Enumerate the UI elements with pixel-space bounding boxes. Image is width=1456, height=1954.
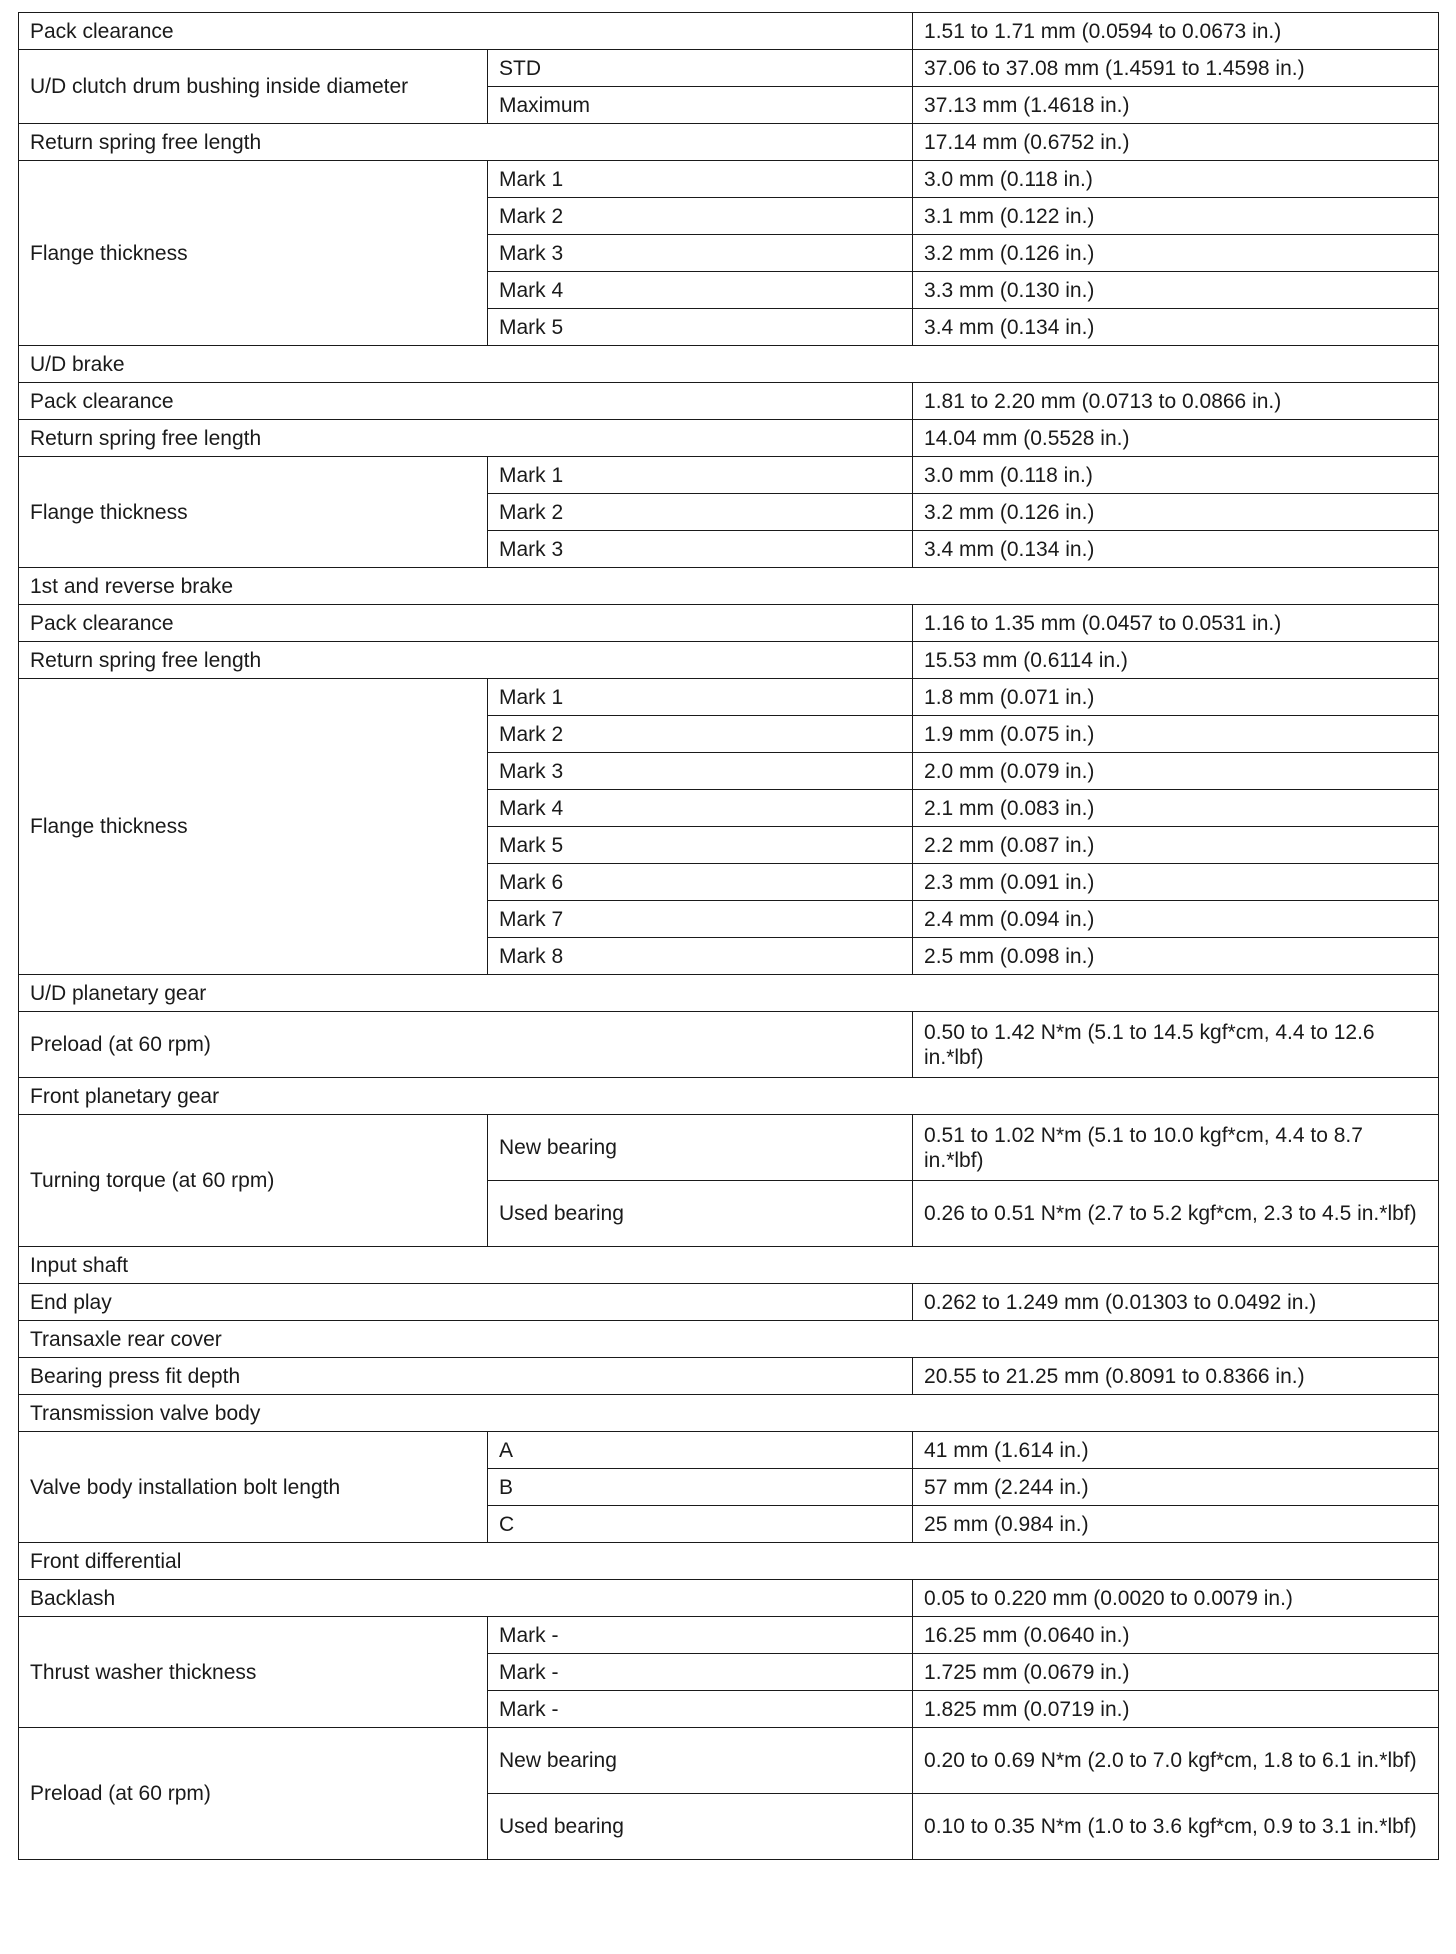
spec-group-label: Thrust washer thickness [19,1617,488,1728]
spec-value: 25 mm (0.984 in.) [913,1506,1439,1543]
spec-value: 3.0 mm (0.118 in.) [913,457,1439,494]
spec-sub-label: New bearing [488,1115,913,1181]
section-row [19,1321,1439,1358]
spec-sub-label: Mark 3 [488,753,913,790]
section-row [19,1078,1439,1115]
spec-sub-label: Mark 5 [488,309,913,346]
spec-row [19,1012,1439,1078]
spec-value: 0.05 to 0.220 mm (0.0020 to 0.0079 in.) [913,1580,1439,1617]
section-row [19,1247,1439,1284]
spec-value: 2.3 mm (0.091 in.) [913,864,1439,901]
spec-row [19,383,1439,420]
spec-value: 15.53 mm (0.6114 in.) [913,642,1439,679]
spec-value: 1.51 to 1.71 mm (0.0594 to 0.0673 in.) [913,13,1439,50]
spec-sub-label: Mark 5 [488,827,913,864]
spec-sub-label: Mark 1 [488,161,913,198]
spec-value: 16.25 mm (0.0640 in.) [913,1617,1439,1654]
spec-value: 20.55 to 21.25 mm (0.8091 to 0.8366 in.) [913,1358,1439,1395]
spec-row [19,1580,1439,1617]
spec-group-label: Flange thickness [19,457,488,568]
section-row [19,975,1439,1012]
specification-table [18,12,1439,1860]
spec-value: 37.13 mm (1.4618 in.) [913,87,1439,124]
spec-value: 0.10 to 0.35 N*m (1.0 to 3.6 kgf*cm, 0.9 to 3.1 in.*lbf) [913,1794,1439,1860]
section-title: Transaxle rear cover [19,1321,1439,1358]
spec-sub-label: Mark 1 [488,679,913,716]
spec-sub-label: C [488,1506,913,1543]
spec-sub-label: Mark - [488,1617,913,1654]
spec-label: Bearing press fit depth [19,1358,913,1395]
section-row [19,1543,1439,1580]
spec-value: 41 mm (1.614 in.) [913,1432,1439,1469]
spec-label: Backlash [19,1580,913,1617]
section-title: U/D planetary gear [19,975,1439,1012]
spec-row [19,679,1439,716]
spec-value: 2.2 mm (0.087 in.) [913,827,1439,864]
section-row [19,346,1439,383]
spec-value: 57 mm (2.244 in.) [913,1469,1439,1506]
spec-value: 0.262 to 1.249 mm (0.01303 to 0.0492 in.) [913,1284,1439,1321]
spec-label: Pack clearance [19,13,913,50]
spec-row [19,605,1439,642]
spec-value: 3.1 mm (0.122 in.) [913,198,1439,235]
spec-value: 2.4 mm (0.094 in.) [913,901,1439,938]
spec-value: 3.4 mm (0.134 in.) [913,309,1439,346]
spec-label: Return spring free length [19,124,913,161]
spec-value: 0.20 to 0.69 N*m (2.0 to 7.0 kgf*cm, 1.8 to 6.1 in.*lbf) [913,1728,1439,1794]
spec-row [19,642,1439,679]
spec-row [19,420,1439,457]
spec-value: 3.2 mm (0.126 in.) [913,494,1439,531]
spec-sub-label: Maximum [488,87,913,124]
section-title: Transmission valve body [19,1395,1439,1432]
spec-label: Pack clearance [19,605,913,642]
specification-table-body [19,13,1439,1860]
section-row [19,1395,1439,1432]
spec-value: 0.51 to 1.02 N*m (5.1 to 10.0 kgf*cm, 4.4 to 8.7 in.*lbf) [913,1115,1439,1181]
spec-value: 1.8 mm (0.071 in.) [913,679,1439,716]
spec-value: 3.0 mm (0.118 in.) [913,161,1439,198]
spec-sub-label: Mark 4 [488,790,913,827]
section-row [19,568,1439,605]
spec-row [19,161,1439,198]
section-title: U/D brake [19,346,1439,383]
spec-value: 1.9 mm (0.075 in.) [913,716,1439,753]
spec-value: 2.0 mm (0.079 in.) [913,753,1439,790]
spec-value: 3.4 mm (0.134 in.) [913,531,1439,568]
spec-label: Pack clearance [19,383,913,420]
spec-label: Return spring free length [19,420,913,457]
spec-sub-label: New bearing [488,1728,913,1794]
spec-sub-label: Mark 3 [488,235,913,272]
spec-value: 37.06 to 37.08 mm (1.4591 to 1.4598 in.) [913,50,1439,87]
spec-sub-label: Used bearing [488,1794,913,1860]
spec-sub-label: Used bearing [488,1181,913,1247]
spec-sub-label: Mark 8 [488,938,913,975]
spec-group-label: Flange thickness [19,161,488,346]
spec-label: End play [19,1284,913,1321]
spec-group-label: U/D clutch drum bushing inside diameter [19,50,488,124]
spec-value: 1.825 mm (0.0719 in.) [913,1691,1439,1728]
spec-row [19,124,1439,161]
section-title: Front differential [19,1543,1439,1580]
spec-value: 14.04 mm (0.5528 in.) [913,420,1439,457]
spec-sub-label: STD [488,50,913,87]
spec-value: 3.3 mm (0.130 in.) [913,272,1439,309]
spec-sub-label: Mark 7 [488,901,913,938]
spec-value: 1.81 to 2.20 mm (0.0713 to 0.0866 in.) [913,383,1439,420]
spec-sub-label: Mark - [488,1654,913,1691]
spec-sub-label: Mark 3 [488,531,913,568]
section-title: Input shaft [19,1247,1439,1284]
spec-sub-label: Mark - [488,1691,913,1728]
spec-row [19,1358,1439,1395]
spec-group-label: Preload (at 60 rpm) [19,1728,488,1860]
spec-sub-label: Mark 6 [488,864,913,901]
spec-sub-label: A [488,1432,913,1469]
spec-group-label: Turning torque (at 60 rpm) [19,1115,488,1247]
spec-sub-label: Mark 1 [488,457,913,494]
spec-value: 0.50 to 1.42 N*m (5.1 to 14.5 kgf*cm, 4.4 to 12.6 in.*lbf) [913,1012,1439,1078]
spec-row [19,1115,1439,1181]
spec-row [19,1617,1439,1654]
spec-sub-label: Mark 2 [488,494,913,531]
spec-sub-label: B [488,1469,913,1506]
spec-value: 2.1 mm (0.083 in.) [913,790,1439,827]
spec-row [19,457,1439,494]
spec-group-label: Valve body installation bolt length [19,1432,488,1543]
spec-label: Return spring free length [19,642,913,679]
spec-row [19,1284,1439,1321]
spec-value: 0.26 to 0.51 N*m (2.7 to 5.2 kgf*cm, 2.3 to 4.5 in.*lbf) [913,1181,1439,1247]
spec-row [19,1432,1439,1469]
spec-sub-label: Mark 2 [488,716,913,753]
spec-value: 3.2 mm (0.126 in.) [913,235,1439,272]
spec-sub-label: Mark 2 [488,198,913,235]
spec-row [19,13,1439,50]
section-title: 1st and reverse brake [19,568,1439,605]
spec-value: 2.5 mm (0.098 in.) [913,938,1439,975]
spec-value: 1.725 mm (0.0679 in.) [913,1654,1439,1691]
spec-sub-label: Mark 4 [488,272,913,309]
section-title: Front planetary gear [19,1078,1439,1115]
spec-value: 17.14 mm (0.6752 in.) [913,124,1439,161]
spec-label: Preload (at 60 rpm) [19,1012,913,1078]
spec-value: 1.16 to 1.35 mm (0.0457 to 0.0531 in.) [913,605,1439,642]
spec-row [19,50,1439,87]
spec-group-label: Flange thickness [19,679,488,975]
spec-row [19,1728,1439,1794]
